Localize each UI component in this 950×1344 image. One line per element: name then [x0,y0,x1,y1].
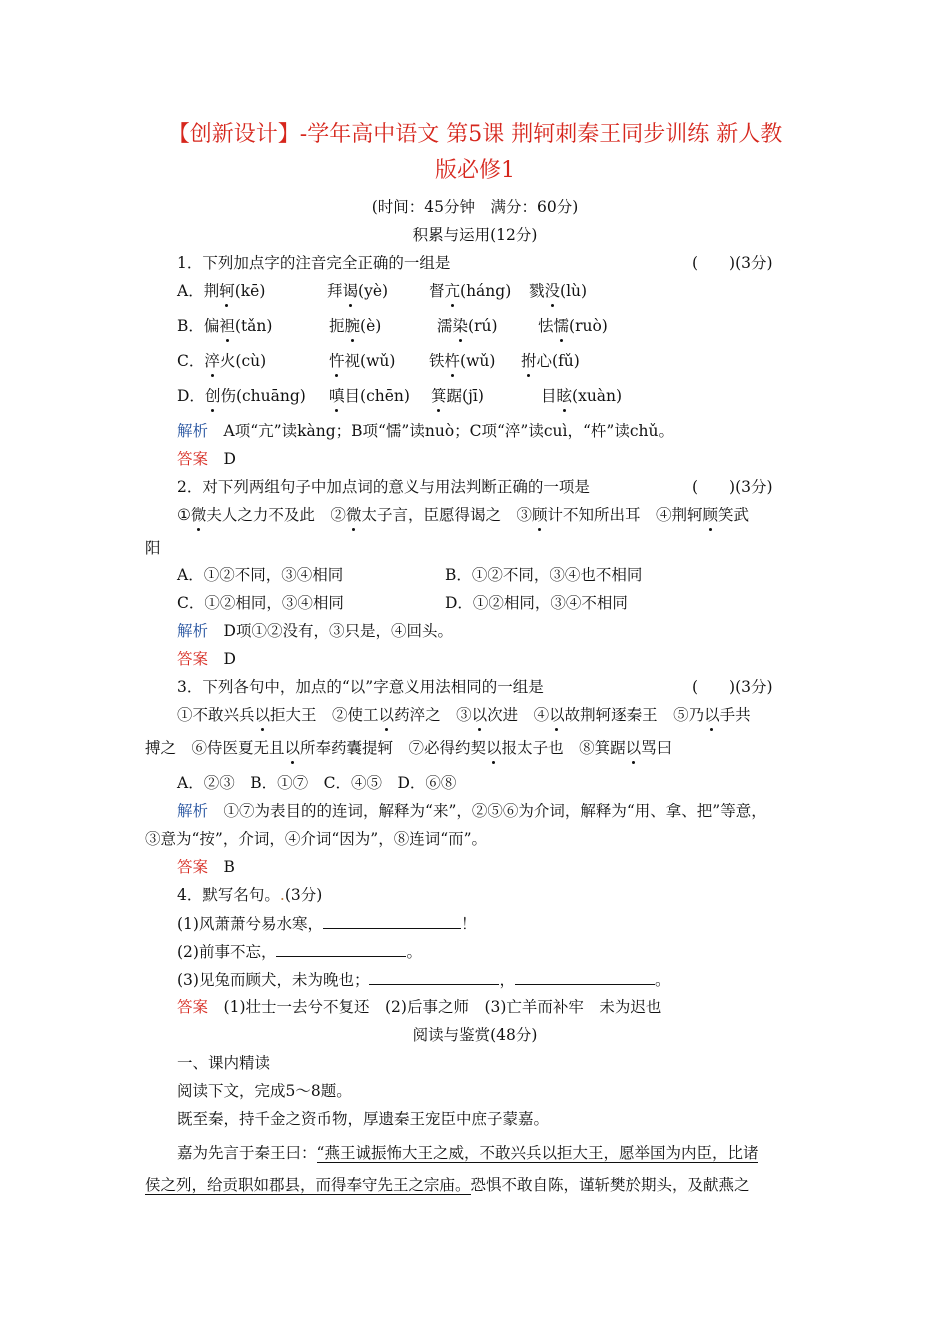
q3-sentences-2: 搏之 ⑥侍医夏无且以所奉药囊提轲 ⑦必得约契以报太子也 ⑧箕踞以骂曰 [145,739,673,757]
q3-sentences-1: ①不敢兴兵以拒大王 ②使工以药淬之 ③以次进 ④以故荆轲逐秦王 ⑤乃以手共 [177,706,751,724]
q1-option-b: B．偏袒(tǎn) 扼腕(è) 濡染(rú) 怯懦(ruò) [177,317,608,335]
answer-blank[interactable] [276,940,406,957]
q3-score: ( )(3分) [692,678,773,696]
q1-score: ( )(3分) [692,254,773,272]
q1-answer: 答案 D [177,450,236,468]
meta-line: (时间：45分钟 满分：60分) [371,198,579,216]
q3-stem: 3．下列各句中，加点的“以”字意义用法相同的一组是 [177,678,544,696]
q3-analysis: 解析 ①⑦为表目的的连词，解释为“来”，②⑤⑥为介词，解释为“用、拿、把”等意， [177,802,767,820]
q2-score: ( )(3分) [692,478,773,496]
passage-line-1: 既至秦，持千金之资币物，厚遗秦王宠臣中庶子蒙嘉。 [177,1110,550,1128]
q2-option-d: D．①②相同，③④不相同 [445,594,628,612]
q4-stem: 4．默写名句。.(3分) [177,886,323,904]
section-heading-2: 阅读与鉴赏(48分) [412,1026,538,1044]
q2-option-a: A．①②不同，③④相同 [177,566,344,584]
q1-option-a: A．荆轲(kē) 拜谒(yè) 督亢(háng) 戮没(lù) [177,282,588,300]
q2-analysis: 解析 D项①②没有，③只是，④回头。 [177,622,453,640]
reading-instruction: 阅读下文，完成5～8题。 [177,1082,352,1100]
q1-option-c: C．淬火(cù) 忤视(wǔ) 铁杵(wǔ) 拊心(fǔ) [177,352,580,370]
q2-option-c: C．①②相同，③④相同 [177,594,344,612]
q1-analysis: 解析 A项“亢”读kàng；B项“懦”读nuò；C项“淬”读cuì，“杵”读chǔ。 [177,422,674,440]
answer-blank[interactable] [369,968,499,985]
q4-answer: 答案 (1)壮士一去兮不复还 (2)后事之师 (3)亡羊而补牢 未为迟也 [177,998,662,1016]
q2-option-b: B．①②不同，③④也不相同 [445,566,643,584]
q4-item-1: (1)风萧萧兮易水寒， ！ [177,912,476,935]
q2-answer: 答案 D [177,650,236,668]
title-line-1: 【创新设计】-学年高中语文 第5课 荆轲刺秦王同步训练 新人教 [167,122,783,147]
q4-item-2: (2)前事不忘， 。 [177,940,422,963]
q3-options: A．②③ B．①⑦ C．④⑤ D．⑥⑧ [177,774,457,792]
q2-sentences: ①微夫人之力不及此 ②微太子言，臣愿得谒之 ③顾计不知所出耳 ④荆轲顾笑武 [177,506,750,524]
part-heading: 一、课内精读 [177,1054,271,1072]
q4-item-3: (3)见兔而顾犬，未为晚也； ， 。 [177,968,671,991]
q1-option-d: D．创伤(chuāng) 嗔目(chēn) 箕踞(jī) 目眩(xuàn) [177,387,623,405]
q2-stem: 2．对下列两组句子中加点词的意义与用法判断正确的一项是 [177,478,590,496]
title-line-2: 版必修1 [435,158,515,183]
answer-blank[interactable] [515,968,655,985]
answer-blank[interactable] [323,912,461,929]
q3-answer: 答案 B [177,858,235,876]
passage-line-3: 侯之列，给贡职如郡县，而得奉守先王之宗庙。恐惧不敢自陈，谨斩樊於期头，及献燕之 [145,1176,750,1194]
q2-sentences-cont: 阳 [145,539,161,557]
section-heading-1: 积累与运用(12分) [412,226,538,244]
passage-line-2: 嘉为先言于秦王曰：“燕王诚振怖大王之威，不敢兴兵以拒大王，愿举国为内臣，比诸 [177,1144,759,1162]
q1-stem: 1．下列加点字的注音完全正确的一组是 [177,254,451,272]
q3-analysis-cont: ③意为“按”，介词，④介词“因为”，⑧连词“而”。 [145,830,488,848]
